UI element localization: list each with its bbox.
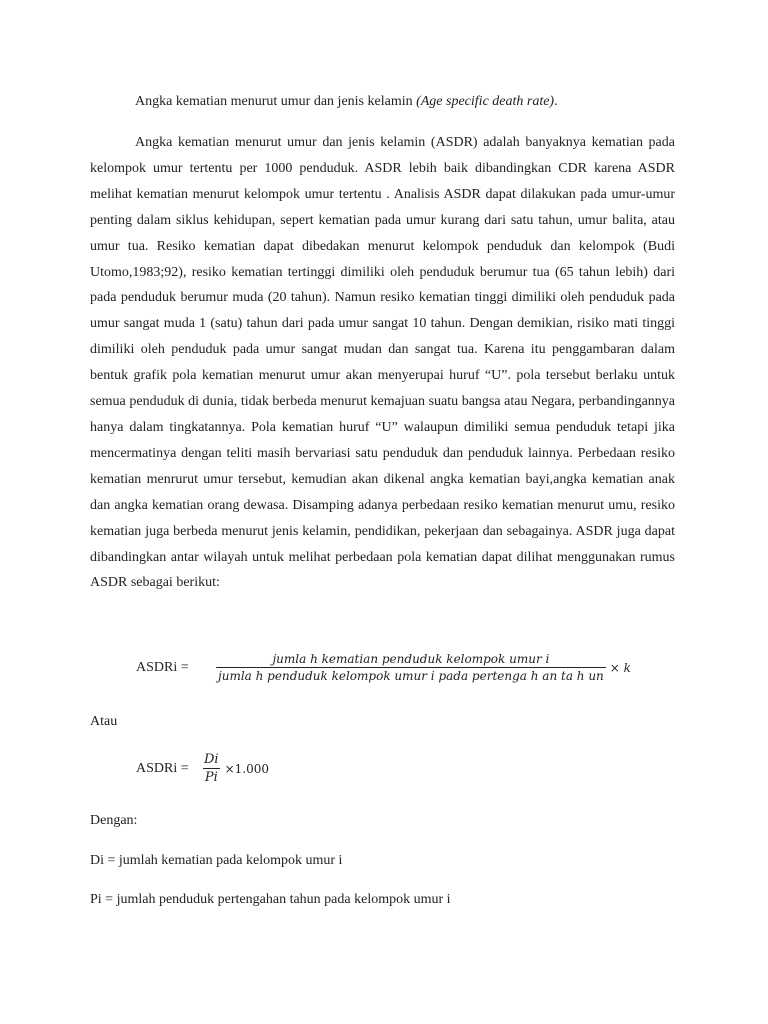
heading-text: Angka kematian menurut umur dan jenis kelamin: [135, 94, 417, 109]
formula-1-times-sign: ×: [609, 660, 620, 675]
formula-1-constant: k: [623, 660, 631, 675]
definition-pi: Pi = jumlah penduduk pertengahan tahun pada kelompok umur i: [90, 892, 451, 907]
formula-1-denominator: jumla h penduduk kelompok umur i pada pertenga h an ta h un: [218, 669, 604, 683]
dengan-label: Dengan:: [90, 813, 138, 828]
section-heading: [135, 93, 558, 111]
asdr-formula-2: [136, 752, 269, 785]
formula-1-numerator: jumla h kematian penduduk kelompok umur i: [272, 652, 550, 666]
definition-di: Di = jumlah kematian pada kelompok umur i: [90, 853, 343, 868]
formula-2-multiplier: ×1.000: [224, 761, 270, 776]
heading-italic-term: (Age specific death rate): [416, 94, 555, 109]
heading-end: .: [554, 94, 558, 109]
formula-2-denominator: Pi: [204, 770, 218, 785]
atau-text: Atau: [90, 714, 118, 729]
formula-2-fraction: [202, 752, 221, 785]
formula-2-label: ASDRi =: [136, 760, 189, 776]
body-paragraph: Angka kematian menurut umur dan jenis kelamin (ASDR) adalah banyaknya kematian pada kelompok umur tertentu per 1000 penduduk. ASDR lebih baik dibandingkan CDR karena ASDR melihat kematian menurut kelompok umur tertentu . Analisis ASDR dapat dilakukan pada umur-umur penting dalam siklus kehidupan, sepert kematian pada umur kurang dari satu tahun, umur balita, atau umur tua. Resiko kematian dapat dibedakan menurut kelompok penduduk dan kelompok (Budi Utomo,1983;92), resiko kematian tertinggi dimiliki oleh penduduk berumur tua (65 tahun lebih) dari pada penduduk berumur muda (20 tahun). Namun resiko kematian tinggi dimiliki oleh penduduk pada umur sangat muda 1 (satu) tahun dari pada umur sangat 10 tahun. Dengan demikian, risiko mati tinggi dimiliki oleh penduduk pada umur sangat mudan dan sangat tua. Karena itu penggambaran dalam bentuk grafik pola kematian menurut umur akan menyerupai huruf “U”. pola tersebut berlaku untuk semua penduduk di dunia, tidak berbeda menurut kemajuan suatu bangsa atau Negara, perbandingannya hanya dalam tingkatannya. Pola kematian huruf “U” walaupun dimiliki semua penduduk tetapi jika mencermatinya dengan teliti masih bervariasi satu penduduk dan penduduk lainnya. Perbedaan resiko kematian menrurut umur tersebut, kemudian akan dikenal angka kematian bayi,angka kematian anak dan angka kematian orang dewasa. Disamping adanya perbedaan resiko kematian menurut umu, resiko kematian juga berbeda menurut jenis kelamin, pendidikan, pekerjaan dan sebagainya. ASDR juga dapat dibandingkan antar wilayah untuk melihat perbedaan pola kematian dapat dilihat menggunakan rumus ASDR sebagai berikut:: [90, 135, 675, 591]
formula-1-fraction: [216, 652, 606, 683]
asdr-formula-1: [136, 652, 631, 683]
formula-1-multiplier: [610, 661, 631, 675]
formula-2-numerator: Di: [204, 752, 219, 767]
formula-1-label: ASDRi =: [136, 659, 189, 675]
